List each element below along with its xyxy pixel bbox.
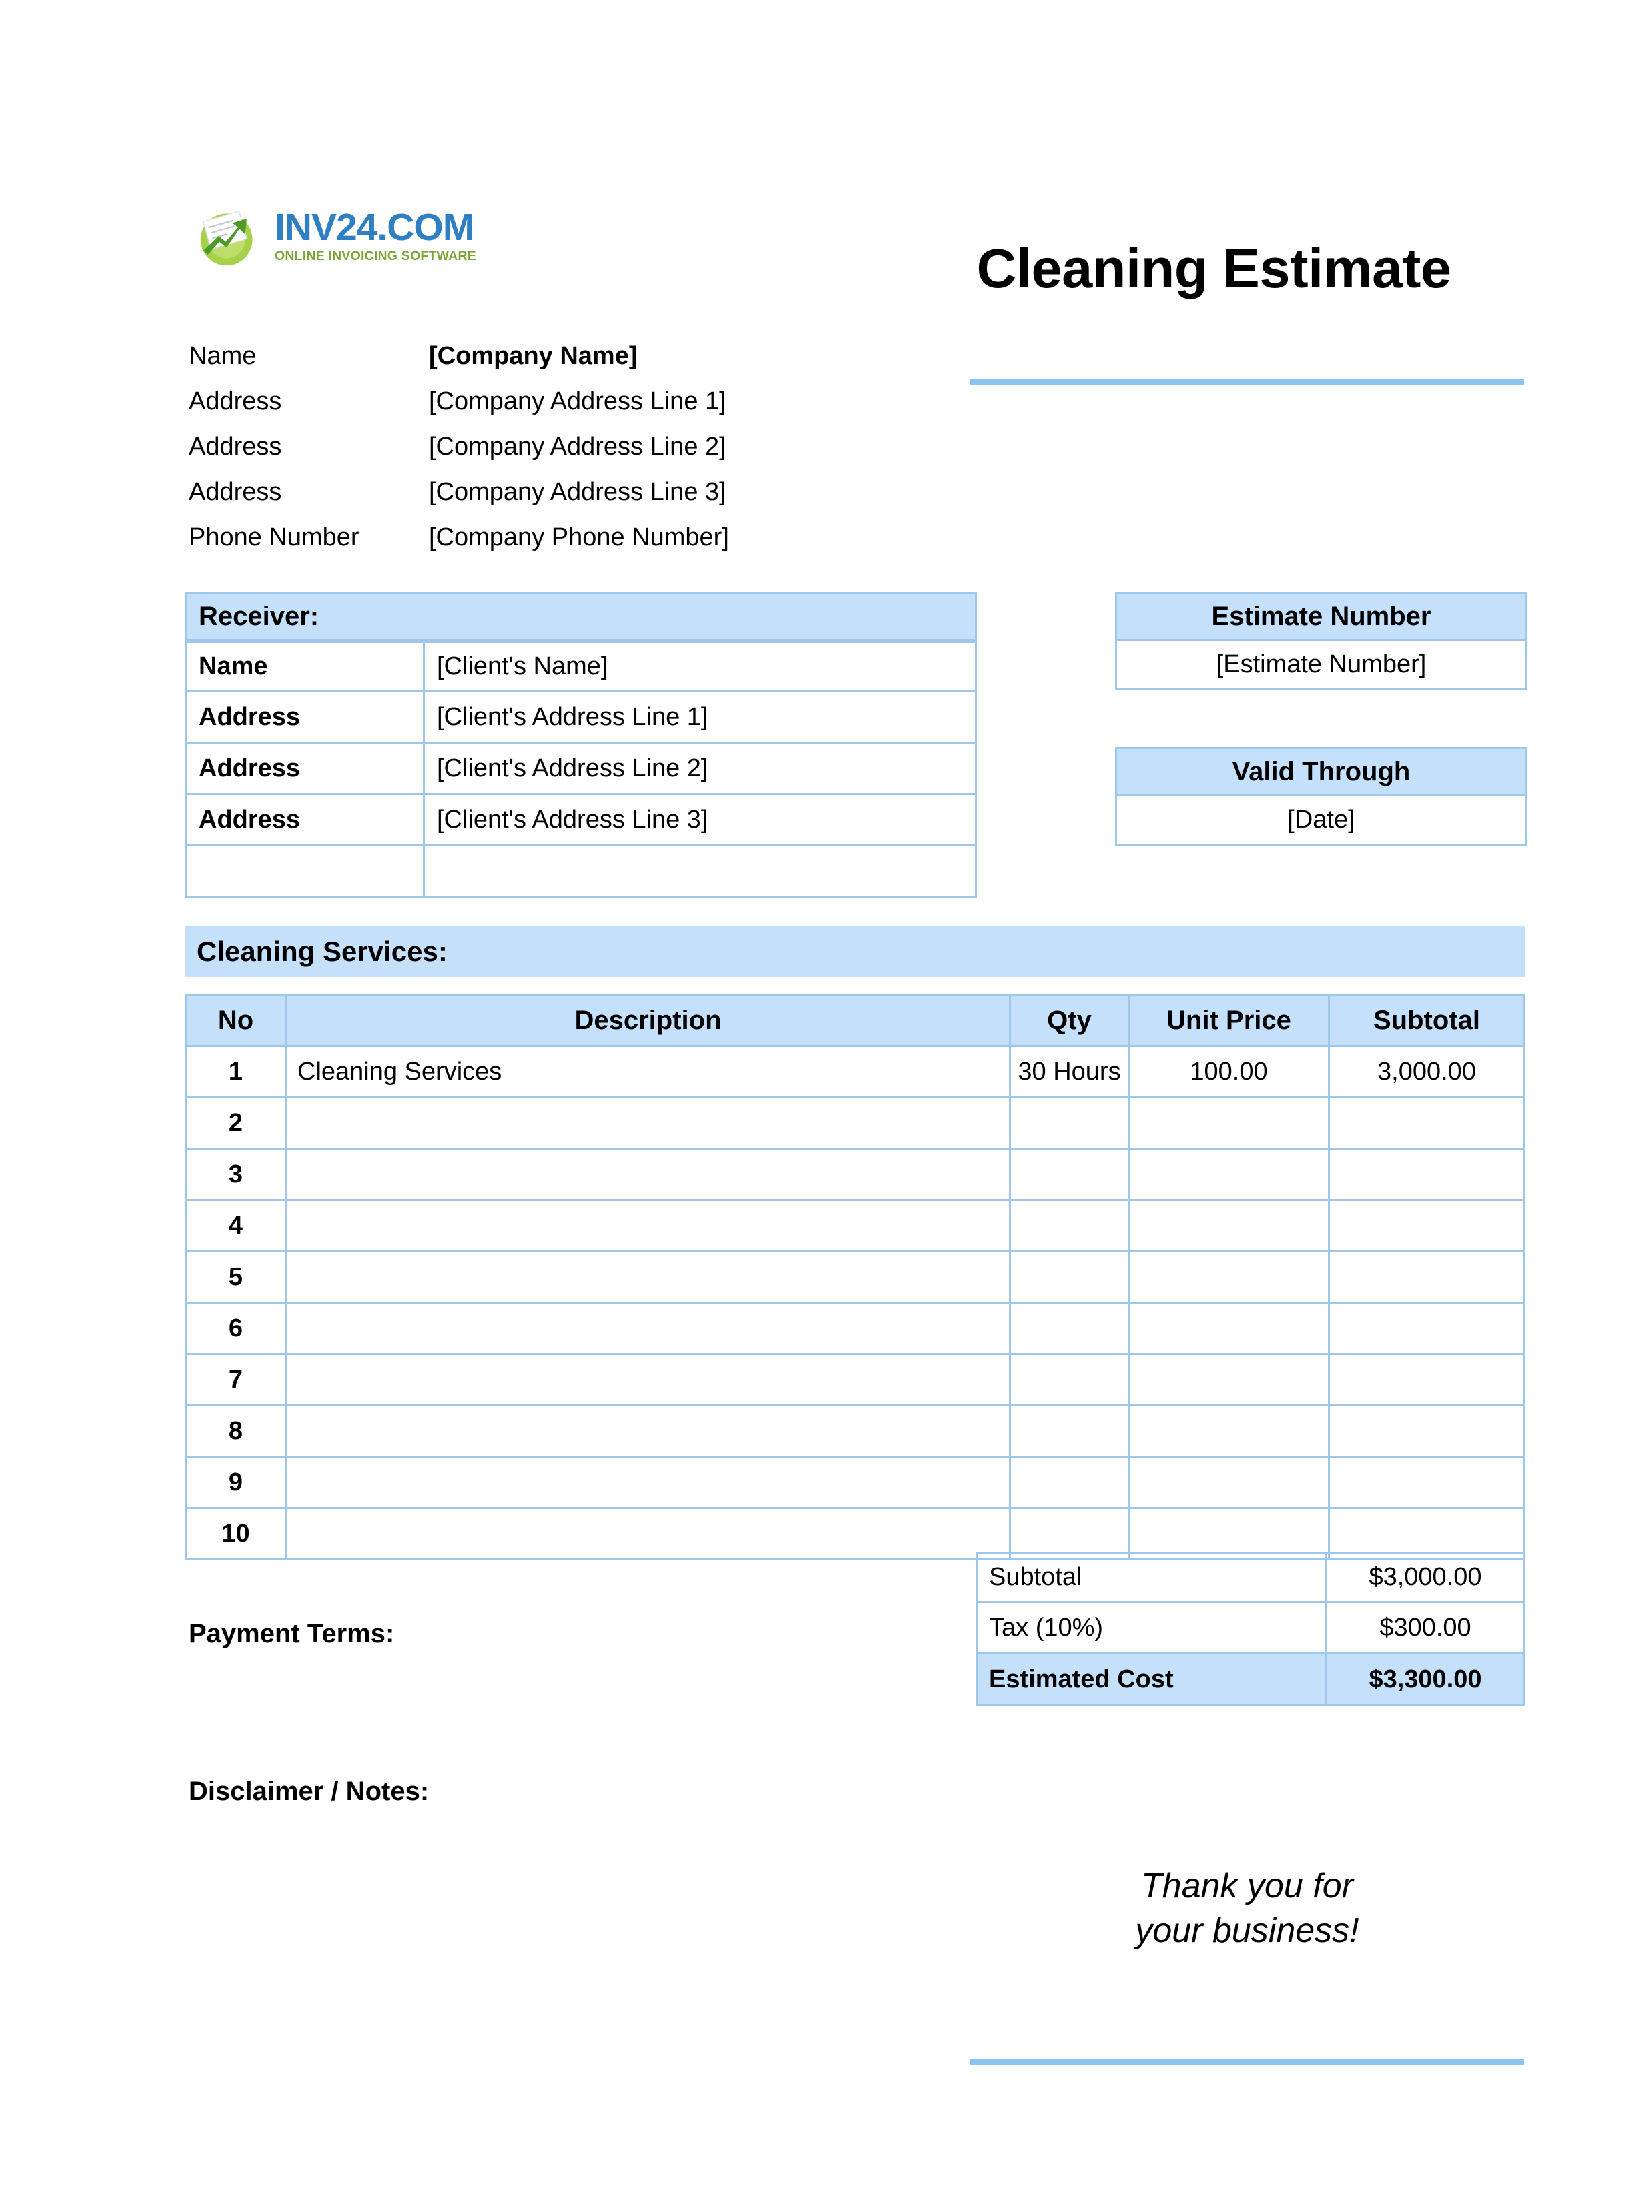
- receiver-value[interactable]: [Client's Name]: [425, 641, 977, 692]
- cell-unit-price[interactable]: [1128, 1098, 1328, 1150]
- estimate-number-header: Estimate Number: [1115, 592, 1527, 641]
- cell-unit-price[interactable]: 100.00: [1128, 1047, 1328, 1098]
- cell-description[interactable]: [285, 1304, 1009, 1355]
- table-row: [185, 1355, 1525, 1406]
- table-row: [185, 1458, 1525, 1509]
- cell-unit-price[interactable]: [1128, 1355, 1328, 1406]
- cell-unit-price[interactable]: [1128, 1252, 1328, 1304]
- receiver-row: [185, 641, 977, 692]
- cell-qty[interactable]: [1009, 1304, 1128, 1355]
- cell-qty[interactable]: [1009, 1458, 1128, 1509]
- company-label: Phone Number: [189, 523, 359, 551]
- thank-you-message: [970, 1864, 1524, 1953]
- cell-description[interactable]: [285, 1150, 1009, 1201]
- company-value: [Company Address Line 2]: [429, 433, 726, 461]
- valid-through-value[interactable]: [Date]: [1115, 796, 1527, 846]
- brand-tagline: ONLINE INVOICING SOFTWARE: [275, 249, 476, 264]
- table-row: [185, 1304, 1525, 1355]
- cell-subtotal[interactable]: [1328, 1304, 1525, 1355]
- estimate-number-value[interactable]: [Estimate Number]: [1115, 641, 1527, 690]
- table-row: [185, 1150, 1525, 1201]
- receiver-row: [185, 846, 977, 898]
- column-header-qty: Qty: [1009, 994, 1128, 1047]
- company-label: Name: [189, 342, 257, 370]
- cell-no: 5: [185, 1252, 285, 1304]
- cell-description[interactable]: [285, 1098, 1009, 1150]
- cell-no: 10: [185, 1509, 285, 1560]
- cell-description[interactable]: [285, 1201, 1009, 1252]
- brand-wordmark: [275, 206, 476, 264]
- company-value: [Company Phone Number]: [429, 523, 729, 551]
- estimate-number-box: [1115, 592, 1527, 690]
- cell-qty[interactable]: [1009, 1150, 1128, 1201]
- cell-no: 6: [185, 1304, 285, 1355]
- cell-unit-price[interactable]: [1128, 1406, 1328, 1458]
- company-row: [189, 342, 789, 387]
- cell-subtotal[interactable]: [1328, 1252, 1525, 1304]
- receiver-title: Receiver:: [185, 592, 977, 641]
- cell-subtotal[interactable]: [1328, 1098, 1525, 1150]
- cell-subtotal[interactable]: [1328, 1201, 1525, 1252]
- totals-label: Subtotal: [976, 1552, 1325, 1603]
- cell-qty[interactable]: [1009, 1252, 1128, 1304]
- totals-row-tax: [976, 1603, 1525, 1654]
- table-row: [185, 1406, 1525, 1458]
- table-row: [185, 1252, 1525, 1304]
- cell-no: 7: [185, 1355, 285, 1406]
- cell-description[interactable]: [285, 1252, 1009, 1304]
- cell-subtotal[interactable]: [1328, 1406, 1525, 1458]
- column-header-no: No: [185, 994, 285, 1047]
- cell-no: 8: [185, 1406, 285, 1458]
- receiver-row: [185, 744, 977, 795]
- totals-row-subtotal: [976, 1552, 1525, 1603]
- column-header-unit-price: Unit Price: [1128, 994, 1328, 1047]
- receiver-row: [185, 795, 977, 846]
- cell-subtotal[interactable]: [1328, 1355, 1525, 1406]
- cell-qty[interactable]: 30 Hours: [1009, 1047, 1128, 1098]
- brand-logo: [193, 200, 476, 272]
- cell-description[interactable]: [285, 1458, 1009, 1509]
- receiver-row: [185, 692, 977, 744]
- company-row: [189, 433, 789, 478]
- valid-through-box: [1115, 747, 1527, 846]
- cell-unit-price[interactable]: [1128, 1150, 1328, 1201]
- cell-description[interactable]: [285, 1406, 1009, 1458]
- company-row: [189, 478, 789, 523]
- company-row: [189, 387, 789, 433]
- totals-label: Tax (10%): [976, 1603, 1325, 1654]
- receiver-value[interactable]: [Client's Address Line 3]: [425, 795, 977, 846]
- cell-description[interactable]: [285, 1509, 1009, 1560]
- company-label: Address: [189, 433, 282, 461]
- receiver-label: Address: [185, 744, 425, 795]
- thank-you-line-1: Thank you for: [1141, 1867, 1353, 1905]
- cell-subtotal[interactable]: [1328, 1150, 1525, 1201]
- cell-unit-price[interactable]: [1128, 1201, 1328, 1252]
- payment-terms-label: Payment Terms:: [189, 1619, 395, 1648]
- cell-no: 2: [185, 1098, 285, 1150]
- brand-name: INV24.COM: [275, 206, 474, 249]
- cell-no: 3: [185, 1150, 285, 1201]
- cell-description[interactable]: Cleaning Services: [285, 1047, 1009, 1098]
- cell-no: 9: [185, 1458, 285, 1509]
- company-value: [Company Address Line 3]: [429, 478, 726, 506]
- cell-subtotal[interactable]: [1328, 1458, 1525, 1509]
- page-title: Cleaning Estimate: [976, 237, 1451, 299]
- cell-qty[interactable]: [1009, 1406, 1128, 1458]
- company-label: Address: [189, 387, 282, 415]
- receiver-block: [185, 592, 977, 898]
- receiver-value[interactable]: [Client's Address Line 1]: [425, 692, 977, 744]
- totals-value: $300.00: [1325, 1603, 1525, 1654]
- totals-row-estimated-cost: [976, 1654, 1525, 1706]
- cell-unit-price[interactable]: [1128, 1304, 1328, 1355]
- company-row: [189, 523, 789, 569]
- cell-no: 1: [185, 1047, 285, 1098]
- document-arrow-logo-icon: [193, 200, 265, 272]
- table-row: [185, 1201, 1525, 1252]
- receiver-label: Address: [185, 795, 425, 846]
- receiver-label: [185, 846, 425, 898]
- table-row: [185, 1047, 1525, 1098]
- company-label: Address: [189, 478, 282, 506]
- column-header-subtotal: Subtotal: [1328, 994, 1525, 1047]
- company-value: [Company Name]: [429, 342, 638, 370]
- receiver-value[interactable]: [Client's Address Line 2]: [425, 744, 977, 795]
- cell-no: 4: [185, 1201, 285, 1252]
- valid-through-header: Valid Through: [1115, 747, 1527, 796]
- receiver-value[interactable]: [425, 846, 977, 898]
- receiver-label: Name: [185, 641, 425, 692]
- services-banner: Cleaning Services:: [185, 926, 1525, 977]
- totals-label: Estimated Cost: [976, 1654, 1325, 1706]
- totals-value: $3,000.00: [1325, 1552, 1525, 1603]
- cell-unit-price[interactable]: [1128, 1458, 1328, 1509]
- cell-qty[interactable]: [1009, 1201, 1128, 1252]
- header-divider: [970, 379, 1524, 385]
- totals-value: $3,300.00: [1325, 1654, 1525, 1706]
- line-items-table: [185, 994, 1525, 1560]
- company-info: [189, 342, 789, 569]
- disclaimer-notes-label: Disclaimer / Notes:: [189, 1777, 430, 1806]
- table-header-row: [185, 994, 1525, 1047]
- cell-qty[interactable]: [1009, 1098, 1128, 1150]
- cell-description[interactable]: [285, 1355, 1009, 1406]
- footer-divider: [970, 2059, 1524, 2065]
- receiver-label: Address: [185, 692, 425, 744]
- thank-you-line-2: your business!: [1135, 1911, 1359, 1950]
- column-header-description: Description: [285, 994, 1009, 1047]
- totals-table: [976, 1552, 1525, 1706]
- company-value: [Company Address Line 1]: [429, 387, 726, 415]
- table-row: [185, 1098, 1525, 1150]
- cell-qty[interactable]: [1009, 1355, 1128, 1406]
- cell-subtotal[interactable]: 3,000.00: [1328, 1047, 1525, 1098]
